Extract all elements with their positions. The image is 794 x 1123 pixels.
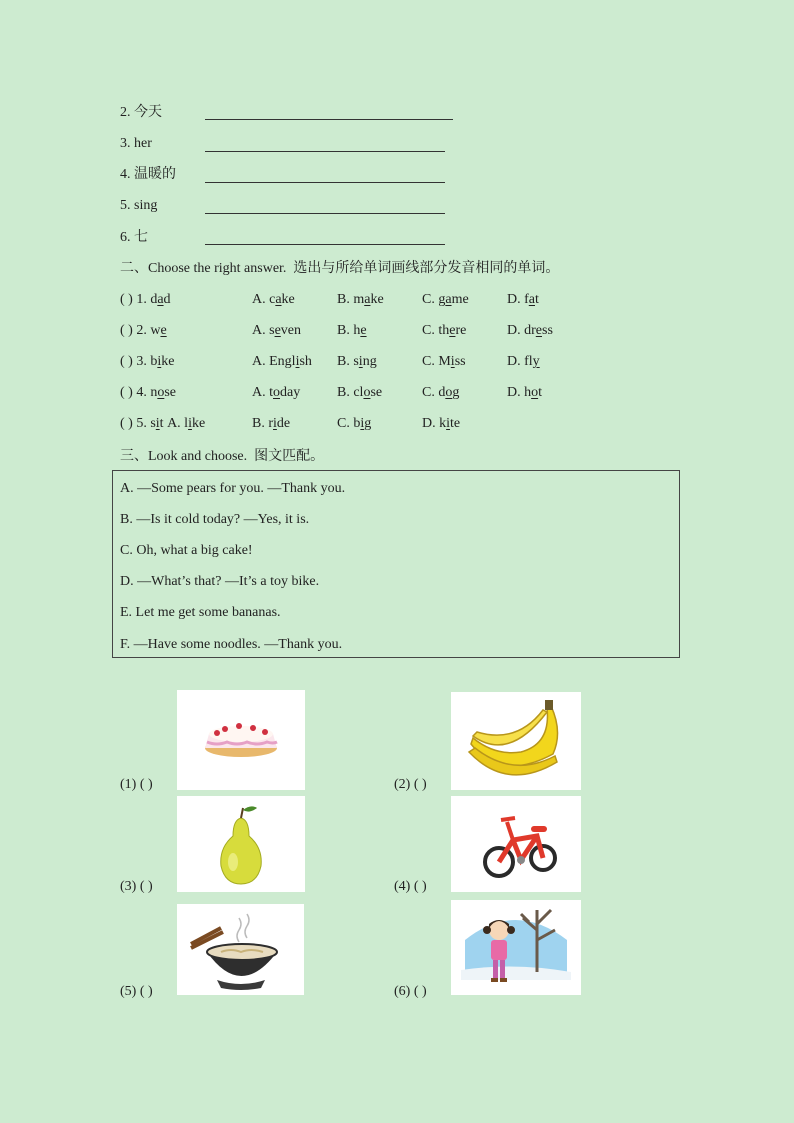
answer-line[interactable] [205, 213, 445, 214]
picture-answer-5[interactable]: (5) ( ) [120, 984, 153, 999]
pear-icon [177, 796, 305, 892]
option-b: B. sing [337, 354, 377, 369]
answer-line[interactable] [205, 182, 445, 183]
question-row: ( ) 3. bike [120, 354, 175, 369]
option-b: B. close [337, 385, 383, 400]
option-d: D. fat [507, 292, 539, 307]
question-row: ( ) 5. sit A. like [120, 416, 206, 431]
answer-paren[interactable]: ( ) [120, 323, 133, 338]
option-a: A. today [252, 385, 301, 400]
option-d: D. dress [507, 323, 553, 338]
option-b: B. ride [252, 416, 291, 431]
option-line-f: F. —Have some noodles. —Thank you. [120, 637, 343, 652]
option-line-d: D. —What’s that? —It’s a toy bike. [120, 574, 320, 589]
answer-paren[interactable]: ( ) [120, 292, 133, 307]
question-row: ( ) 4. nose [120, 385, 176, 400]
cold-girl-icon [451, 900, 581, 995]
option-line-e: E. Let me get some bananas. [120, 605, 281, 620]
option-c: C. big [337, 416, 372, 431]
answer-paren[interactable]: ( ) [120, 354, 133, 369]
section2-title: 二、Choose the right answer. 选出与所给单词画线部分发音相同的单词。 [120, 260, 560, 276]
option-b: B. make [337, 292, 384, 307]
answer-line[interactable] [205, 151, 445, 152]
vocab-item-5: 5. sing [120, 198, 158, 213]
vocab-item-2: 2. 今天 [120, 104, 162, 120]
cake-icon [177, 690, 305, 790]
option-line-b: B. —Is it cold today? —Yes, it is. [120, 512, 310, 527]
option-c: C. dog [422, 385, 460, 400]
bike-icon [451, 796, 581, 892]
answer-line[interactable] [205, 244, 445, 245]
option-d: D. hot [507, 385, 543, 400]
options-box [112, 470, 680, 658]
option-c: C. there [422, 323, 467, 338]
picture-answer-4[interactable]: (4) ( ) [394, 879, 427, 894]
option-a: A. English [252, 354, 312, 369]
picture-answer-6[interactable]: (6) ( ) [394, 984, 427, 999]
option-b: B. he [337, 323, 367, 338]
answer-paren[interactable]: ( ) [120, 416, 133, 431]
option-d: D. fly [507, 354, 540, 369]
option-a: A. seven [252, 323, 301, 338]
question-row: ( ) 1. dad [120, 292, 171, 307]
option-d: D. kite [422, 416, 461, 431]
vocab-item-3: 3. her [120, 136, 152, 151]
picture-answer-1[interactable]: (1) ( ) [120, 777, 153, 792]
vocab-item-6: 6. 七 [120, 229, 148, 245]
noodles-icon [177, 904, 304, 995]
picture-answer-2[interactable]: (2) ( ) [394, 777, 427, 792]
option-line-a: A. —Some pears for you. —Thank you. [120, 481, 346, 496]
option-c: C. Miss [422, 354, 466, 369]
answer-line[interactable] [205, 119, 453, 120]
question-row: ( ) 2. we [120, 323, 167, 338]
vocab-item-4: 4. 温暖的 [120, 166, 176, 182]
option-c: C. game [422, 292, 469, 307]
banana-icon [451, 692, 581, 790]
answer-paren[interactable]: ( ) [120, 385, 133, 400]
option-a: A. cake [252, 292, 295, 307]
section3-title: 三、Look and choose. 图文匹配。 [120, 448, 325, 464]
option-line-c: C. Oh, what a big cake! [120, 543, 253, 558]
picture-answer-3[interactable]: (3) ( ) [120, 879, 153, 894]
